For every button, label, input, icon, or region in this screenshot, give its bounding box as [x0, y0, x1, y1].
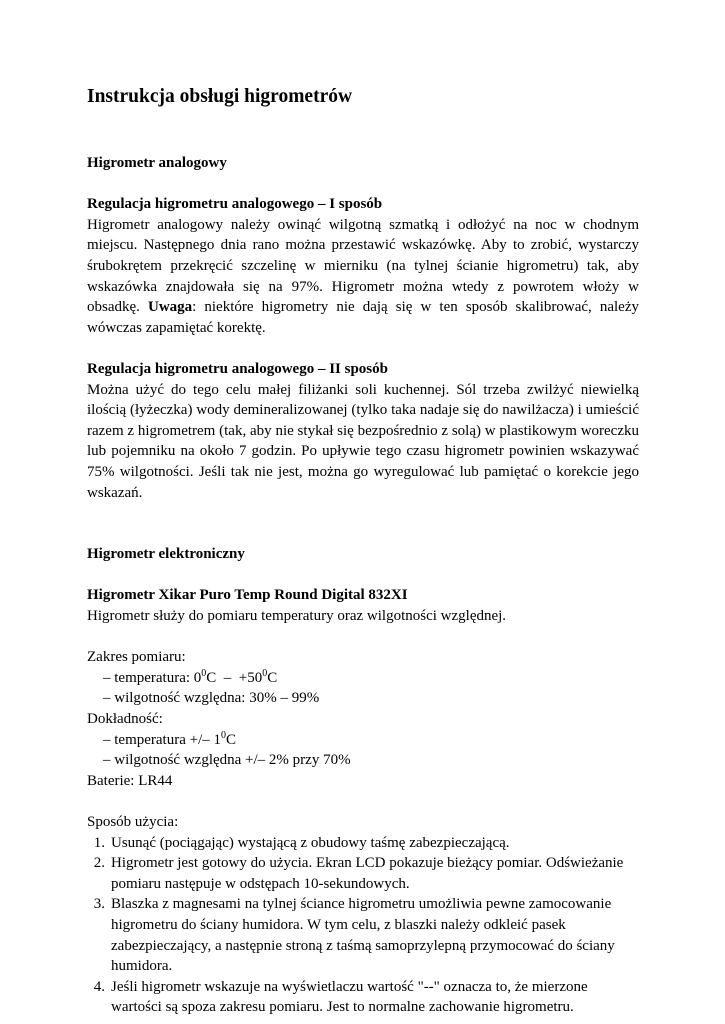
list-item: 1. Usunąć (pociągając) wystającą z obudowy taśmę zabezpieczającą. — [93, 834, 510, 851]
model-heading: Higrometr Xikar Puro Temp Round Digital 832XI — [87, 587, 408, 604]
usage-steps-list — [87, 833, 639, 1018]
list-item: 2. Higrometr jest gotowy do użycia. Ekran LCD pokazuje bieżący pomiar. Odświeżanie pomiaru następuje w odstępach 10-sekundowych. — [93, 855, 624, 892]
warning-label: Uwaga — [147, 299, 193, 316]
battery-info: Baterie: LR44 — [87, 772, 173, 789]
range-humidity: – wilgotność względna: 30% – 99% — [103, 690, 320, 707]
method1-heading: Regulacja higrometru analogowego – I sposób — [87, 196, 383, 213]
range-temperature: – temperatura: $0^0C - +50^0C$ — [103, 667, 278, 686]
accuracy-humidity: – wilgotność względna +/– 2% przy 70% — [103, 752, 351, 769]
accuracy-temperature: – temperatura +/– $1^0C$ — [103, 729, 237, 748]
range-label: Zakres pomiaru: — [87, 649, 186, 666]
list-item: 3. Blaszka z magnesami na tylnej ściance higrometru umożliwia pewne zamocowanie higrometru do ściany humidora. W tym celu, z blaszki należy odkleić pasek zabezpieczający, a następnie stroną z taśmą samoprzylepną przymocować do ściany humidora. — [93, 896, 615, 975]
usage-label: Sposób użycia: — [87, 814, 179, 830]
method1-text-after: : niektóre higrometry nie dają się w ten sposób skalibrować, należy wówczas zapamiętać korektę. — [87, 299, 639, 336]
section-heading-electronic: Higrometr elektroniczny — [87, 546, 245, 563]
page-title: Instrukcja obsługi higrometrów — [87, 86, 353, 107]
accuracy-label: Dokładność: — [87, 711, 163, 728]
method1-paragraph — [87, 215, 639, 339]
document-page — [87, 84, 639, 1018]
method2-paragraph: Można użyć do tego celu małej filiżanki soli kuchennej. Sól trzeba zwilżyć niewielką ilością (łyżeczka) wody demineralizowanej (tylko taka nadaje się do nawilżacza) i umieścić razem z higrometrem (tak, aby nie stykał się bezpośrednio z solą) w plastikowym woreczku lub pojemniku na około 7 godzin. Po upływie tego czasu higrometr powinien wskazywać 75% wilgotności. Jeśli tak nie jest, można go wyregulować lub pamiętać o korekcie jego wskazań. — [87, 381, 639, 501]
method2-heading: Regulacja higrometru analogowego – II sposób — [87, 360, 388, 377]
model-description: Higrometr służy do pomiaru temperatury oraz wilgotności względnej. — [87, 608, 507, 625]
section-heading-analog: Higrometr analogowy — [87, 155, 227, 171]
method1-text: Higrometr analogowy należy owinąć wilgotną szmatką i odłożyć na noc w chodnym miejscu. Następnego dnia rano można przestawić wskazówkę. Aby to zrobić, wystarczy śrubokrętem przekręcić szczelinę w mierniku (na tylnej ścianie higrometru) tak, aby wskazówka znajdowała się na 97%. Higrometr można wtedy z powrotem włoży w obsadkę. — [87, 216, 639, 316]
list-item: 4. Jeśli higrometr wskazuje na wyświetlaczu wartość "--" oznacza to, że mierzone wartości są spoza zakresu pomiaru. Jest to normalne zachowanie higrometru. — [93, 978, 588, 1016]
